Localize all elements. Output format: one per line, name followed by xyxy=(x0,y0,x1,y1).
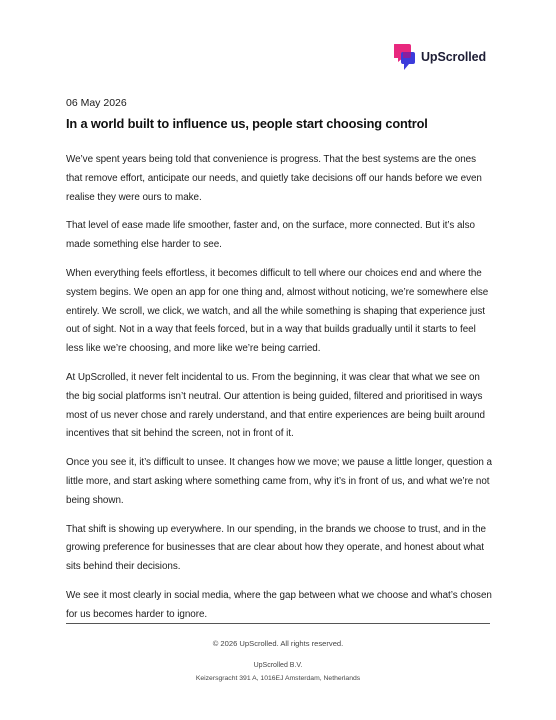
upscrolled-logo-icon xyxy=(394,42,416,72)
document-date: 06 May 2026 xyxy=(66,97,127,109)
paragraph: That level of ease made life smoother, faster and, on the surface, more connected. But it’s also made something else harder to see. xyxy=(66,220,475,251)
footer-divider xyxy=(66,623,490,624)
paragraph: When everything feels effortless, it becomes difficult to tell where our choices end and where the system begins. We open an app for one thing and, almost without noticing, we’re somewhere else entirely. We scroll, we click, we watch, and all the while something is shaping that experience just out of sight. Not in a way that feels forced, but in a way that builds gradually until it starts to feel less like we’re choosing, and more like we’re being carried. xyxy=(66,267,489,355)
document-title: In a world built to influence us, people start choosing control xyxy=(66,116,428,131)
brand-name: UpScrolled xyxy=(421,50,486,64)
footer-address: Keizersgracht 391 A, 1016EJ Amsterdam, Netherlands xyxy=(195,675,361,682)
document-body xyxy=(66,151,492,635)
brand-logo xyxy=(394,42,486,72)
footer-company: UpScrolled B.V. xyxy=(253,662,303,669)
paragraph: That shift is showing up everywhere. In our spending, in the brands we choose to trust, and in the growing preference for businesses that are clear about how they operate, and honest about what sits behind their decisions. xyxy=(66,523,486,573)
paragraph: We’ve spent years being told that convenience is progress. That the best systems are the ones that remove effort, anticipate our needs, and quietly take decisions off our hands before we even realise they were ours to make. xyxy=(66,154,482,203)
paragraph: We see it most clearly in social media, where the gap between what we choose and what’s chosen for us becomes harder to ignore. xyxy=(66,589,492,620)
footer-copyright: © 2026 UpScrolled. All rights reserved. xyxy=(212,639,344,648)
paragraph: At UpScrolled, it never felt incidental to us. From the beginning, it was clear that what we see on the big social platforms isn’t neutral. Our attention is being guided, filtered and prioritised in ways most of us never chose and rarely understand, and that entire experiences are being built around incentives that sit behind the screen, not in front of it. xyxy=(66,371,485,440)
paragraph: Once you see it, it’s difficult to unsee. It changes how we move; we pause a little longer, question a little more, and start asking where something came from, why it’s in front of us, and what we’re not being shown. xyxy=(66,457,492,506)
